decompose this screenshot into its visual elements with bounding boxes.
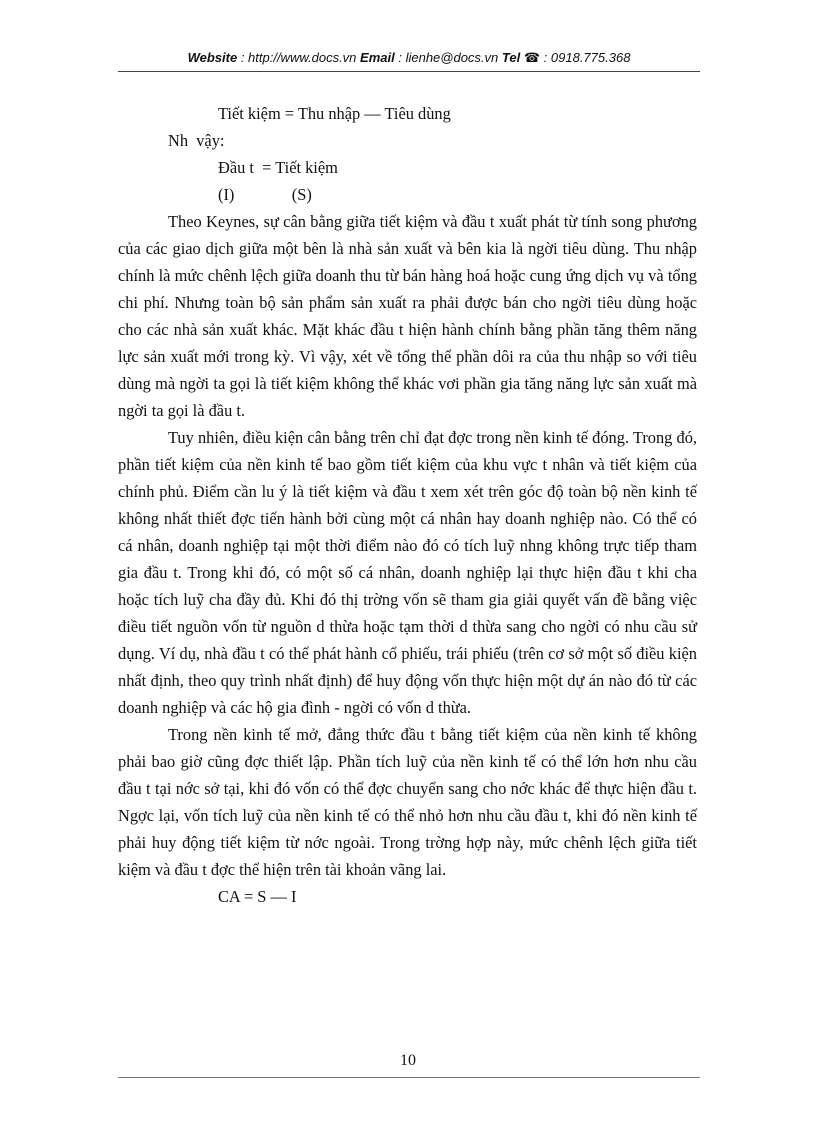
formula-investment: Đầu t = Tiết kiệm <box>218 158 338 177</box>
paragraph-keynes: Theo Keynes, sự cân bằng giữa tiết kiệm và đầu t xuất phát từ tính song phương của các giao dịch giữa một bên là nhà sản xuất và bên kia là ngời tiêu dùng. Thu nhập chính là mức chênh lệch giữa doanh thu từ bán hàng hoá hoặc cung ứng dịch vụ và tổng chi phí. Nhưng toàn bộ sản phẩm sản xuất ra phải được bán cho ngời tiêu dùng hoặc cho các nhà sản xuất khác. Mặt khác đầu t hiện hành chính bằng phần tăng thêm năng lực sản xuất mới trong kỳ. Vì vậy, xét về tổng thể phần dôi ra của thu nhập so với tiêu dùng mà ngời ta gọi là tiết kiệm không thể khác vơi phần gia tăng năng lực sản xuất mà ngời ta gọi là đầu t. <box>118 212 697 420</box>
paragraph-open-economy: Trong nền kinh tế mở, đẳng thức đầu t bằng tiết kiệm của nền kinh tế không phải bao giờ cũng đợc thiết lập. Phần tích luỹ của nền kinh tế có thể lớn hơn nhu cầu đầu t tại nớc sở tại, khi đó vốn có thể đợc chuyển sang cho nớc khác để thực hiện đầu t. Ngợc lại, vốn tích luỹ của nền kinh tế có thể nhỏ hơn nhu cầu đầu t, khi đó nền kinh tế phải huy động tiết kiệm từ nớc ngoài. Trong trờng hợp này, mức chênh lệch giữa tiết kiệm và đầu t đợc thể hiện trên tài khoản vãng lai. <box>118 725 697 879</box>
footer-divider <box>118 1077 700 1078</box>
page-header <box>118 50 700 66</box>
page-number: 10 <box>400 1052 416 1069</box>
website-url[interactable]: : http://www.docs.vn <box>240 50 357 65</box>
formula-savings: Tiết kiệm = Thu nhập — Tiêu dùng <box>218 104 451 123</box>
phone-icon: ☎ <box>523 50 541 65</box>
tel-label: Tel <box>501 50 521 65</box>
nhu-vay-line: Nh vậy: <box>168 131 225 150</box>
tel-number: : 0918.775.368 <box>543 50 631 65</box>
formula-current-account: CA = S — I <box>218 887 297 906</box>
email-address[interactable]: : lienhe@docs.vn <box>398 50 499 65</box>
paragraph-closed-economy: Tuy nhiên, điều kiện cân bằng trên chỉ đạt đợc trong nền kinh tế đóng. Trong đó, phần tiết kiệm của nền kinh tế bao gồm tiết kiệm của khu vực t nhân và tiết kiệm của chính phủ. Điểm cần lu ý là tiết kiệm và đầu t xem xét trên góc độ toàn bộ nền kinh tế không nhất thiết đợc tiến hành bởi cùng một cá nhân hay doanh nghiệp nào. Có thể có cá nhân, doanh nghiệp tại một thời điểm nào đó có tích luỹ nhng không trực tiếp tham gia đầu t. Trong khi đó, có một số cá nhân, doanh nghiệp lại thực hiện đầu t khi cha hoặc tích luỹ cha đầy đủ. Khi đó thị trờng vốn sẽ tham gia giải quyết vấn đề bằng việc điều tiết nguồn vốn từ nguồn d thừa hoặc tạm thời d thừa sang cho ngời có nhu cầu sử dụng. Ví dụ, nhà đầu t có thể phát hành cổ phiếu, trái phiếu (trên cơ sở một số điều kiện nhất định, theo quy trình nhất định) để huy động vốn thực hiện một dự án nào đó từ các doanh nghiệp và các hộ gia đình - ngời có vốn d thừa. <box>118 428 697 717</box>
email-label: Email <box>360 50 395 65</box>
formula-investment-labels: (I) (S) <box>218 185 312 204</box>
document-body <box>118 100 697 910</box>
header-divider <box>118 71 700 72</box>
website-label: Website <box>187 50 238 65</box>
